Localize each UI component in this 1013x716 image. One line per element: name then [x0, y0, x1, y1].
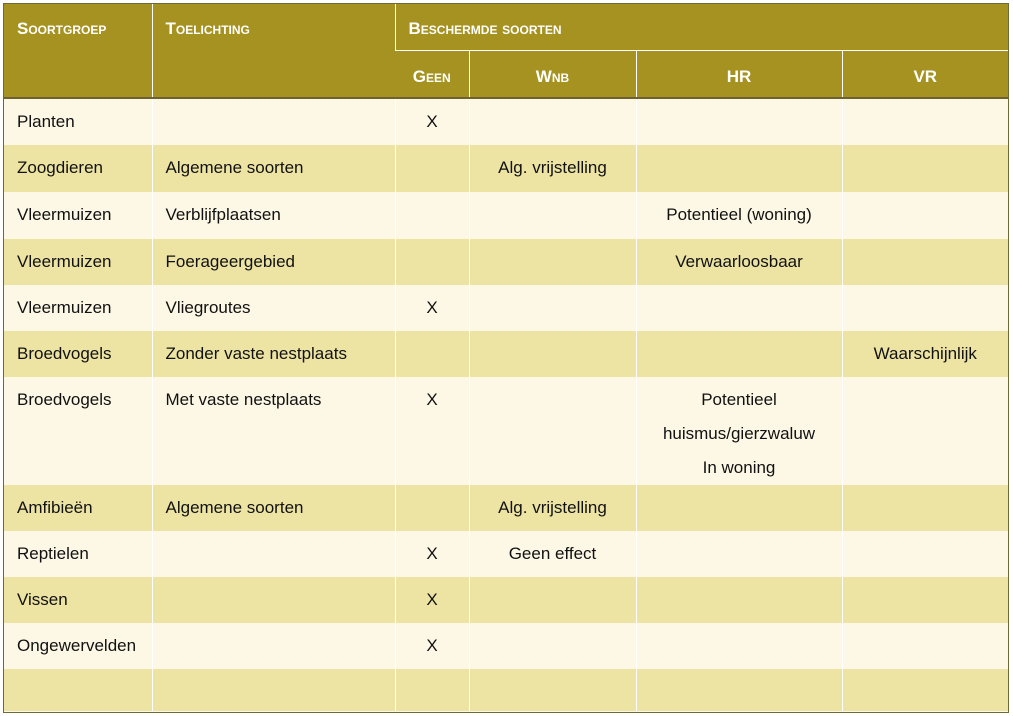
cell-wnb: Geen effect — [508, 544, 597, 563]
table-row-empty — [4, 669, 1008, 711]
cell-hr: Potentieel (woning) — [666, 205, 812, 224]
species-table-frame — [3, 3, 1009, 713]
table-body — [4, 98, 1008, 711]
cell-geen: X — [426, 636, 438, 655]
species-protection-table — [4, 4, 1008, 711]
cell-vr: Waarschijnlijk — [873, 344, 977, 363]
cell-toelichting: Algemene soorten — [165, 498, 304, 517]
cell-geen: X — [426, 298, 438, 317]
cell-toelichting: Verblijfplaatsen — [165, 205, 281, 224]
cell-soortgroep: Planten — [17, 112, 75, 131]
cell-empty — [395, 669, 469, 711]
cell-empty — [636, 669, 842, 711]
cell-hr-line-2: huismus/gierzwaluw — [662, 424, 816, 443]
cell-empty — [469, 669, 636, 711]
cell-wnb: Alg. vrijstelling — [498, 158, 607, 177]
cell-wnb: Alg. vrijstelling — [498, 498, 607, 517]
header-hr: HR — [636, 50, 842, 98]
cell-toelichting: Met vaste nestplaats — [165, 390, 322, 409]
table-row — [4, 239, 1008, 285]
table-row — [4, 531, 1008, 577]
table-row — [4, 145, 1008, 192]
header-vr: VR — [842, 50, 1008, 98]
table-row — [4, 331, 1008, 377]
cell-hr-line-1: Potentieel — [701, 390, 777, 409]
cell-soortgroep: Vleermuizen — [17, 252, 112, 271]
header-soortgroep: Soortgroep — [4, 4, 152, 98]
table-row — [4, 285, 1008, 331]
cell-toelichting: Foerageergebied — [165, 252, 295, 271]
header-wnb: Wnb — [469, 50, 636, 98]
table-row — [4, 192, 1008, 239]
cell-hr-line-3: In woning — [702, 458, 776, 477]
cell-geen: X — [426, 544, 438, 563]
cell-geen: X — [426, 112, 438, 131]
cell-geen: X — [426, 390, 438, 409]
table-row — [4, 577, 1008, 623]
cell-soortgroep: Amfibieën — [17, 498, 93, 517]
cell-soortgroep: Broedvogels — [17, 344, 112, 363]
cell-soortgroep: Vleermuizen — [17, 205, 112, 224]
cell-toelichting: Algemene soorten — [165, 158, 304, 177]
cell-empty — [152, 669, 395, 711]
header-beschermde-soorten: Beschermde soorten — [395, 4, 1008, 50]
table-row — [4, 623, 1008, 669]
table-row — [4, 485, 1008, 531]
table-header — [4, 4, 1008, 98]
cell-geen: X — [426, 590, 438, 609]
header-geen: Geen — [395, 50, 469, 98]
cell-soortgroep: Ongewervelden — [17, 636, 137, 655]
cell-soortgroep: Zoogdieren — [17, 158, 104, 177]
cell-soortgroep: Broedvogels — [17, 390, 112, 409]
cell-soortgroep: Reptielen — [17, 544, 89, 563]
cell-soortgroep: Vleermuizen — [17, 298, 112, 317]
table-row — [4, 377, 1008, 485]
table-row — [4, 99, 1008, 145]
cell-soortgroep: Vissen — [17, 590, 68, 609]
cell-toelichting: Vliegroutes — [165, 298, 251, 317]
cell-toelichting: Zonder vaste nestplaats — [165, 344, 347, 363]
cell-hr: Verwaarloosbaar — [675, 252, 803, 271]
cell-empty — [842, 669, 1008, 711]
cell-empty — [4, 669, 152, 711]
header-toelichting: Toelichting — [152, 4, 395, 98]
